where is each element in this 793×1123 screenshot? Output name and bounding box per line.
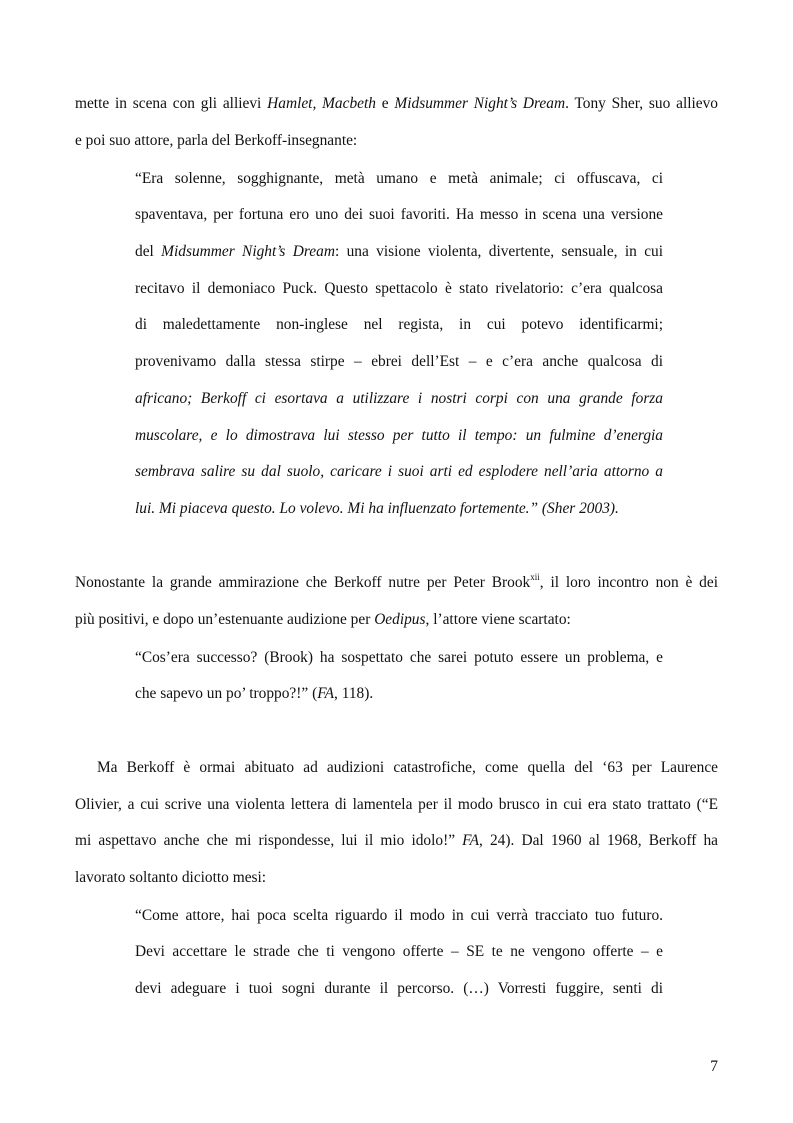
quote-1-line-10: lui. Mi piaceva questo. Lo volevo. Mi ha influenzato fortemente.” (Sher 2003). [135,500,619,517]
quote-1-line-7: africano; Berkoff ci esortava a utilizzare i nostri corpi con una grande forza [135,390,663,407]
paragraph-3-line-2: Olivier, a cui scrive una violenta lettera di lamentela per il modo brusco in cui era stato trattato (“E [75,796,718,813]
paragraph-1-line-2: e poi suo attore, parla del Berkoff-insegnante: [75,132,358,149]
paragraph-1-line-1: mette in scena con gli allievi Hamlet, Macbeth e Midsummer Night’s Dream. Tony Sher, suo allievo [75,95,719,112]
paragraph-3-line-4: lavorato soltanto diciotto mesi: [75,869,267,886]
paragraph-2-line-1: Nonostante la grande ammirazione che Berkoff nutre per Peter Brook$^{xii}$, il loro incontro non è dei [75,572,718,591]
quote-1-line-9: sembrava salire su dal suolo, caricare i suoi arti ed esplodere nell’aria attorno a [135,463,663,480]
quote-2-line-1: “Cos’era successo? (Brook) ha sospettato che sarei potuto essere un problema, e [135,649,663,666]
quote-1-line-1: “Era solenne, sogghignante, metà umano e metà animale; ci offuscava, ci [135,170,663,187]
quote-3-line-3: devi adeguare i tuoi sogni durante il percorso. (…) Vorresti fuggire, senti di [135,980,663,997]
paragraph-2-line-2: più positivi, e dopo un’estenuante audizione per Oedipus, l’attore viene scartato: [75,611,571,628]
page-number: 7 [710,1058,718,1075]
quote-2-line-2: che sapevo un po’ troppo?!” (FA, 118). [135,685,374,702]
quote-3-line-2: Devi accettare le strade che ti vengono offerte – SE te ne vengono offerte – e [135,943,663,960]
quote-1-line-4: recitavo il demoniaco Puck. Questo spettacolo è stato rivelatorio: c’era qualcosa [135,280,663,297]
quote-1-line-5: di maledettamente non-inglese nel regista, in cui potevo identificarmi; [135,316,663,333]
paragraph-3-line-3: mi aspettavo anche che mi rispondesse, lui il mio idolo!” FA, 24). Dal 1960 al 1968, Berkoff ha [75,832,718,849]
quote-1-line-3: del Midsummer Night’s Dream: una visione violenta, divertente, sensuale, in cui [135,243,663,260]
quote-3-line-1: “Come attore, hai poca scelta riguardo il modo in cui verrà tracciato tuo futuro. [135,907,663,924]
paragraph-3-line-1: Ma Berkoff è ormai abituato ad audizioni catastrofiche, come quella del ‘63 per Laurence [97,759,718,776]
quote-1-line-6: provenivamo dalla stessa stirpe – ebrei dell’Est – e c’era anche qualcosa di [135,353,663,370]
quote-1-line-2: spaventava, per fortuna ero uno dei suoi favoriti. Ha messo in scena una versione [135,206,663,223]
quote-1-line-8: muscolare, e lo dimostrava lui stesso per tutto il tempo: un fulmine d’energia [135,427,663,444]
footnote-marker: xii [530,572,540,582]
